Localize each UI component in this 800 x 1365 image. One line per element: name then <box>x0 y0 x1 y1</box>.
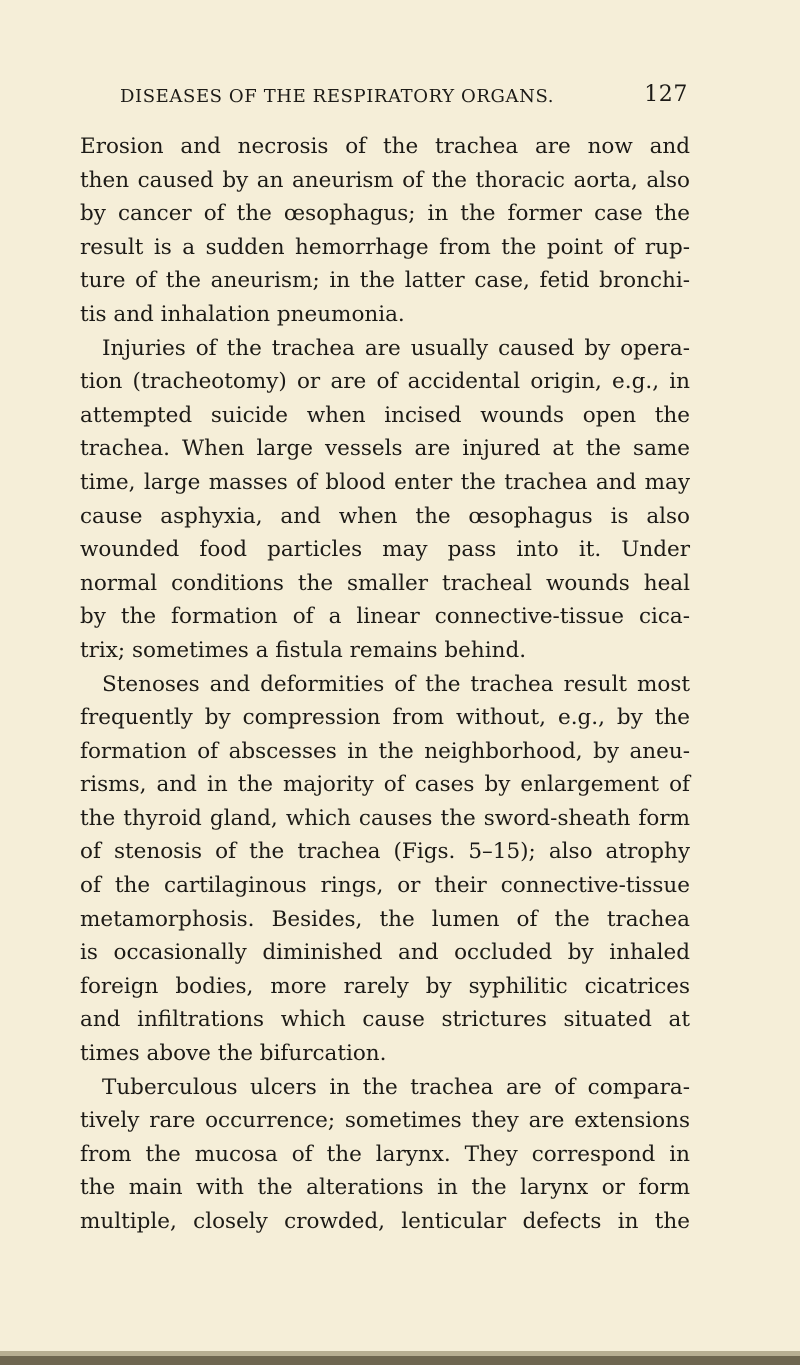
text-line: of the cartilaginous rings, or their connective-tissue <box>80 873 690 899</box>
text-line: time, large masses of blood enter the trachea and may <box>80 469 690 495</box>
text-line: by cancer of the œsophagus; in the former case the <box>80 201 690 227</box>
text-line: metamorphosis. Besides, the lumen of the trachea <box>80 906 690 932</box>
text-line: the main with the alterations in the larynx or form <box>80 1175 690 1201</box>
text-line: multiple, closely crowded, lenticular defects in the <box>80 1209 690 1234</box>
text-line: is occasionally diminished and occluded by inhaled <box>80 940 690 966</box>
text-line: of stenosis of the trachea (Figs. 5–15); also atrophy <box>80 839 690 865</box>
text-line: Tuberculous ulcers in the trachea are of compara- <box>102 1074 690 1100</box>
text-line: from the mucosa of the larynx. They correspond in <box>80 1141 690 1167</box>
text-line: wounded food particles may pass into it. Under <box>80 537 690 563</box>
text-line: tis and inhalation pneumonia. <box>80 301 405 327</box>
text-line: trachea. When large vessels are injured at the same <box>80 436 690 462</box>
paragraph <box>80 668 690 1071</box>
text-line: normal conditions the smaller tracheal wounds heal <box>80 570 690 596</box>
text-line: risms, and in the majority of cases by enlargement of <box>80 772 690 798</box>
page-edge <box>0 1356 800 1365</box>
text-line: cause asphyxia, and when the œsophagus is also <box>80 503 690 529</box>
text-line: formation of abscesses in the neighborhood, by aneu- <box>80 738 690 764</box>
text-line: Injuries of the trachea are usually caused by opera- <box>102 335 690 361</box>
paragraph <box>80 130 690 332</box>
running-head <box>100 82 688 116</box>
page-number: 127 <box>644 82 688 107</box>
text-line: by the formation of a linear connective-tissue cica- <box>80 604 690 630</box>
text-line: then caused by an aneurism of the thoracic aorta, also <box>80 167 690 193</box>
text-line: and infiltrations which cause strictures situated at <box>80 1007 690 1033</box>
text-line: tion (tracheotomy) or are of accidental origin, e.g., in <box>80 369 690 395</box>
text-line: Erosion and necrosis of the trachea are now and <box>80 134 690 159</box>
text-line: Stenoses and deformities of the trachea result most <box>102 671 690 697</box>
text-line: ture of the aneurism; in the latter case, fetid bronchi- <box>80 268 690 294</box>
paragraph <box>80 1071 690 1239</box>
body-text <box>80 130 690 1239</box>
running-head-title: DISEASES OF THE RESPIRATORY ORGANS. <box>120 86 555 107</box>
text-line: frequently by compression from without, e.g., by the <box>80 705 690 731</box>
text-line: trix; sometimes a fistula remains behind. <box>80 637 527 663</box>
text-line: tively rare occurrence; sometimes they are extensions <box>80 1108 690 1134</box>
text-line: result is a sudden hemorrhage from the point of rup- <box>80 234 690 260</box>
paragraph <box>80 332 690 668</box>
text-line: attempted suicide when incised wounds open the <box>80 402 690 428</box>
text-line: foreign bodies, more rarely by syphilitic cicatrices <box>80 973 690 999</box>
text-line: the thyroid gland, which causes the sword-sheath form <box>80 805 690 831</box>
text-line: times above the bifurcation. <box>80 1041 387 1067</box>
